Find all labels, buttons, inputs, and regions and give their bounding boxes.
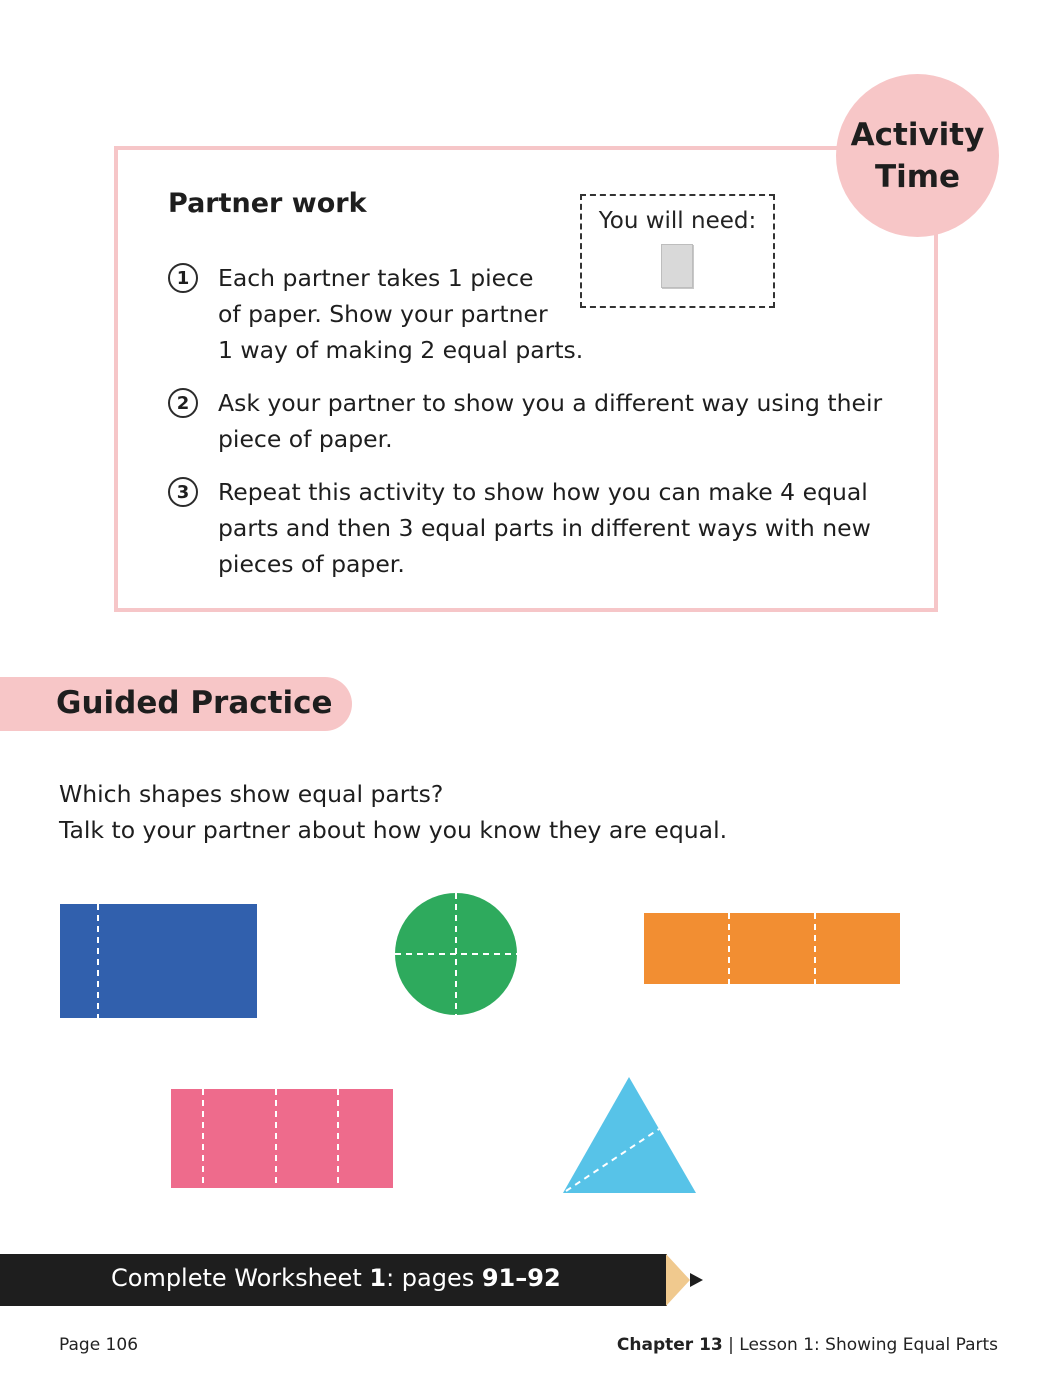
step-3-number: 3 <box>168 477 198 507</box>
worksheet-number: 1 <box>369 1264 387 1292</box>
lesson-label: Lesson 1: Showing Equal Parts <box>739 1335 998 1355</box>
page-number: Page 106 <box>59 1335 139 1355</box>
step-3-line-3: pieces of paper. <box>218 550 405 578</box>
shapes-illustration <box>0 880 1061 1210</box>
blue-rectangle-shape <box>60 904 257 1018</box>
step-1-line-1: Each partner takes 1 piece <box>218 264 534 292</box>
pink-rectangle-shape <box>171 1089 393 1188</box>
step-1-line-3: 1 way of making 2 equal parts. <box>218 336 584 364</box>
activity-time-label: Activity Time <box>850 116 985 195</box>
worksheet-pages: 91–92 <box>481 1264 561 1292</box>
question-line-1: Which shapes show equal parts? <box>59 780 444 808</box>
chapter-lesson-line <box>617 1335 998 1355</box>
activity-time-badge <box>836 74 999 237</box>
green-circle-shape <box>395 893 517 1015</box>
blue-triangle-shape <box>563 1077 696 1193</box>
step-1-line-2: of paper. Show your partner <box>218 300 548 328</box>
question-text <box>59 776 727 848</box>
footer-separator: | <box>722 1335 740 1355</box>
orange-rectangle-shape <box>644 913 900 984</box>
step-1-text <box>218 260 583 368</box>
worksheet-middle: : pages <box>386 1264 482 1292</box>
step-2-line-1: Ask your partner to show you a different way using their <box>218 389 883 417</box>
step-3-line-1: Repeat this activity to show how you can make 4 equal <box>218 478 868 506</box>
step-3-text <box>218 474 871 582</box>
step-1-number: 1 <box>168 263 198 293</box>
step-3-line-2: parts and then 3 equal parts in different ways with new <box>218 514 871 542</box>
step-2-number: 2 <box>168 388 198 418</box>
worksheet-text <box>111 1264 561 1292</box>
chapter-label: Chapter 13 <box>616 1335 723 1355</box>
guided-practice-title: Guided Practice <box>56 685 333 721</box>
step-2-line-2: piece of paper. <box>218 425 393 453</box>
you-will-need-label: You will need: <box>598 208 757 234</box>
worksheet-prefix: Complete Worksheet <box>111 1264 370 1292</box>
step-2-text <box>218 385 882 457</box>
pencil-tip-icon <box>666 1254 706 1306</box>
question-line-2: Talk to your partner about how you know they are equal. <box>59 816 728 844</box>
partner-work-heading: Partner work <box>168 188 367 219</box>
paper-sheet-icon <box>661 244 693 288</box>
